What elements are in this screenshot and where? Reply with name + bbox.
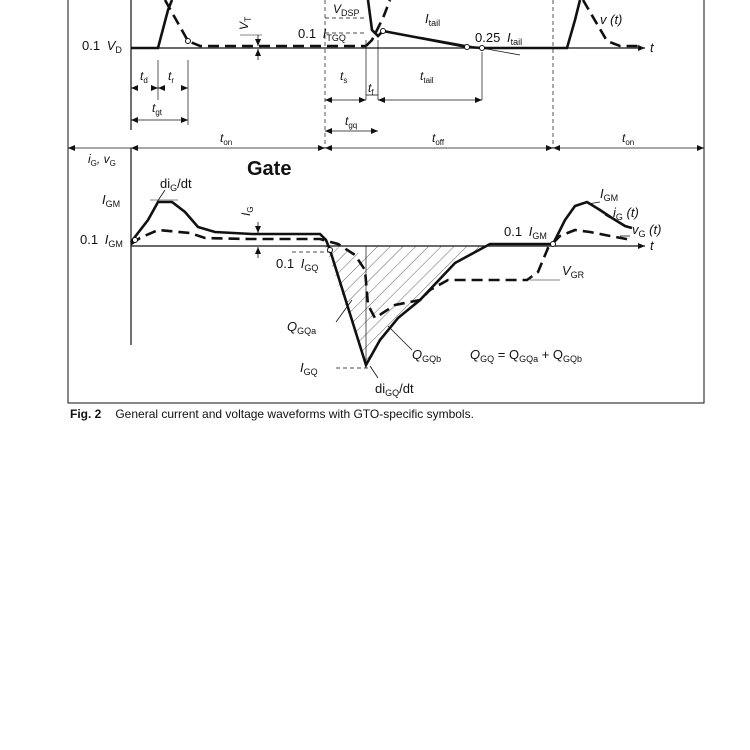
label-vgr: $V_{GR}$ [562, 263, 585, 280]
label-itail: $I_{tail}$ [425, 11, 441, 28]
label-vt: $V_T$ [237, 16, 253, 30]
label-vt-curve: v (t) [600, 12, 623, 27]
label-025itail: 0.25 $I_{tail}$ [475, 30, 523, 47]
label-itgq: 0.1 $I_{TGQ}$ [298, 26, 346, 43]
label-tgt: $t_{gt}$ [152, 101, 163, 117]
label-tf: $t_f$ [368, 81, 374, 97]
label-r-igt: $i_G$ (t) [613, 205, 639, 222]
label-toff: $t_{off}$ [432, 131, 445, 147]
figure-caption-text: General current and voltage waveforms with GTO-specific symbols. [115, 407, 474, 421]
label-r-igm: $I_{GM}$ [600, 186, 619, 203]
label-ig: $I_G$ [239, 206, 255, 216]
label-qgqa: $Q_{GQa}$ [287, 319, 317, 336]
label-vdsp: $V_{DSP}$ [333, 2, 360, 18]
label-digdt: $di_G/dt$ [160, 176, 192, 193]
label-ig-vg-axis: $i_G$, $v_G$ [88, 152, 116, 168]
gate-section [80, 148, 661, 398]
figure-caption-label: Fig. 2 [70, 407, 102, 421]
label-r-0.1igm: 0.1 $I_{GM}$ [504, 224, 547, 241]
label-td: $t_d$ [140, 69, 148, 85]
label-qgq-equation: $Q_{GQ} = Q_{GQa} + Q_{GQb}$ [470, 347, 583, 364]
gate-title: Gate [247, 158, 292, 180]
label-qgqb: $Q_{GQb}$ [412, 347, 442, 364]
label-tgq: $t_{gq}$ [345, 114, 358, 130]
anode-section [68, 0, 704, 148]
label-ton: $t_{on}$ [220, 131, 233, 147]
label-igm: $I_{GM}$ [102, 192, 121, 209]
label-ts: $t_s$ [340, 69, 348, 85]
label-digqdt: $di_{GQ}/dt$ [375, 381, 414, 398]
label-0.1igq: 0.1 $I_{GQ}$ [276, 256, 319, 273]
anode-current-curve-left [131, 0, 172, 48]
label-0.1igm: 0.1 $I_{GM}$ [80, 232, 123, 249]
label-0.1vd: 0.1 $V_D$ [82, 38, 122, 55]
tail-tangent-line [420, 37, 520, 55]
label-ton-2: $t_{on}$ [622, 131, 635, 147]
figure-caption [70, 407, 710, 421]
label-tr: $t_r$ [168, 69, 175, 85]
anode-t-axis-label: t [650, 40, 654, 55]
anode-current-curve-turnoff [368, 0, 580, 48]
label-ttail: $t_{tail}$ [420, 69, 434, 85]
label-r-vgt: $v_G$ (t) [632, 222, 662, 239]
gate-t-axis-label: t [650, 238, 654, 253]
label-igq: $I_{GQ}$ [300, 360, 318, 377]
